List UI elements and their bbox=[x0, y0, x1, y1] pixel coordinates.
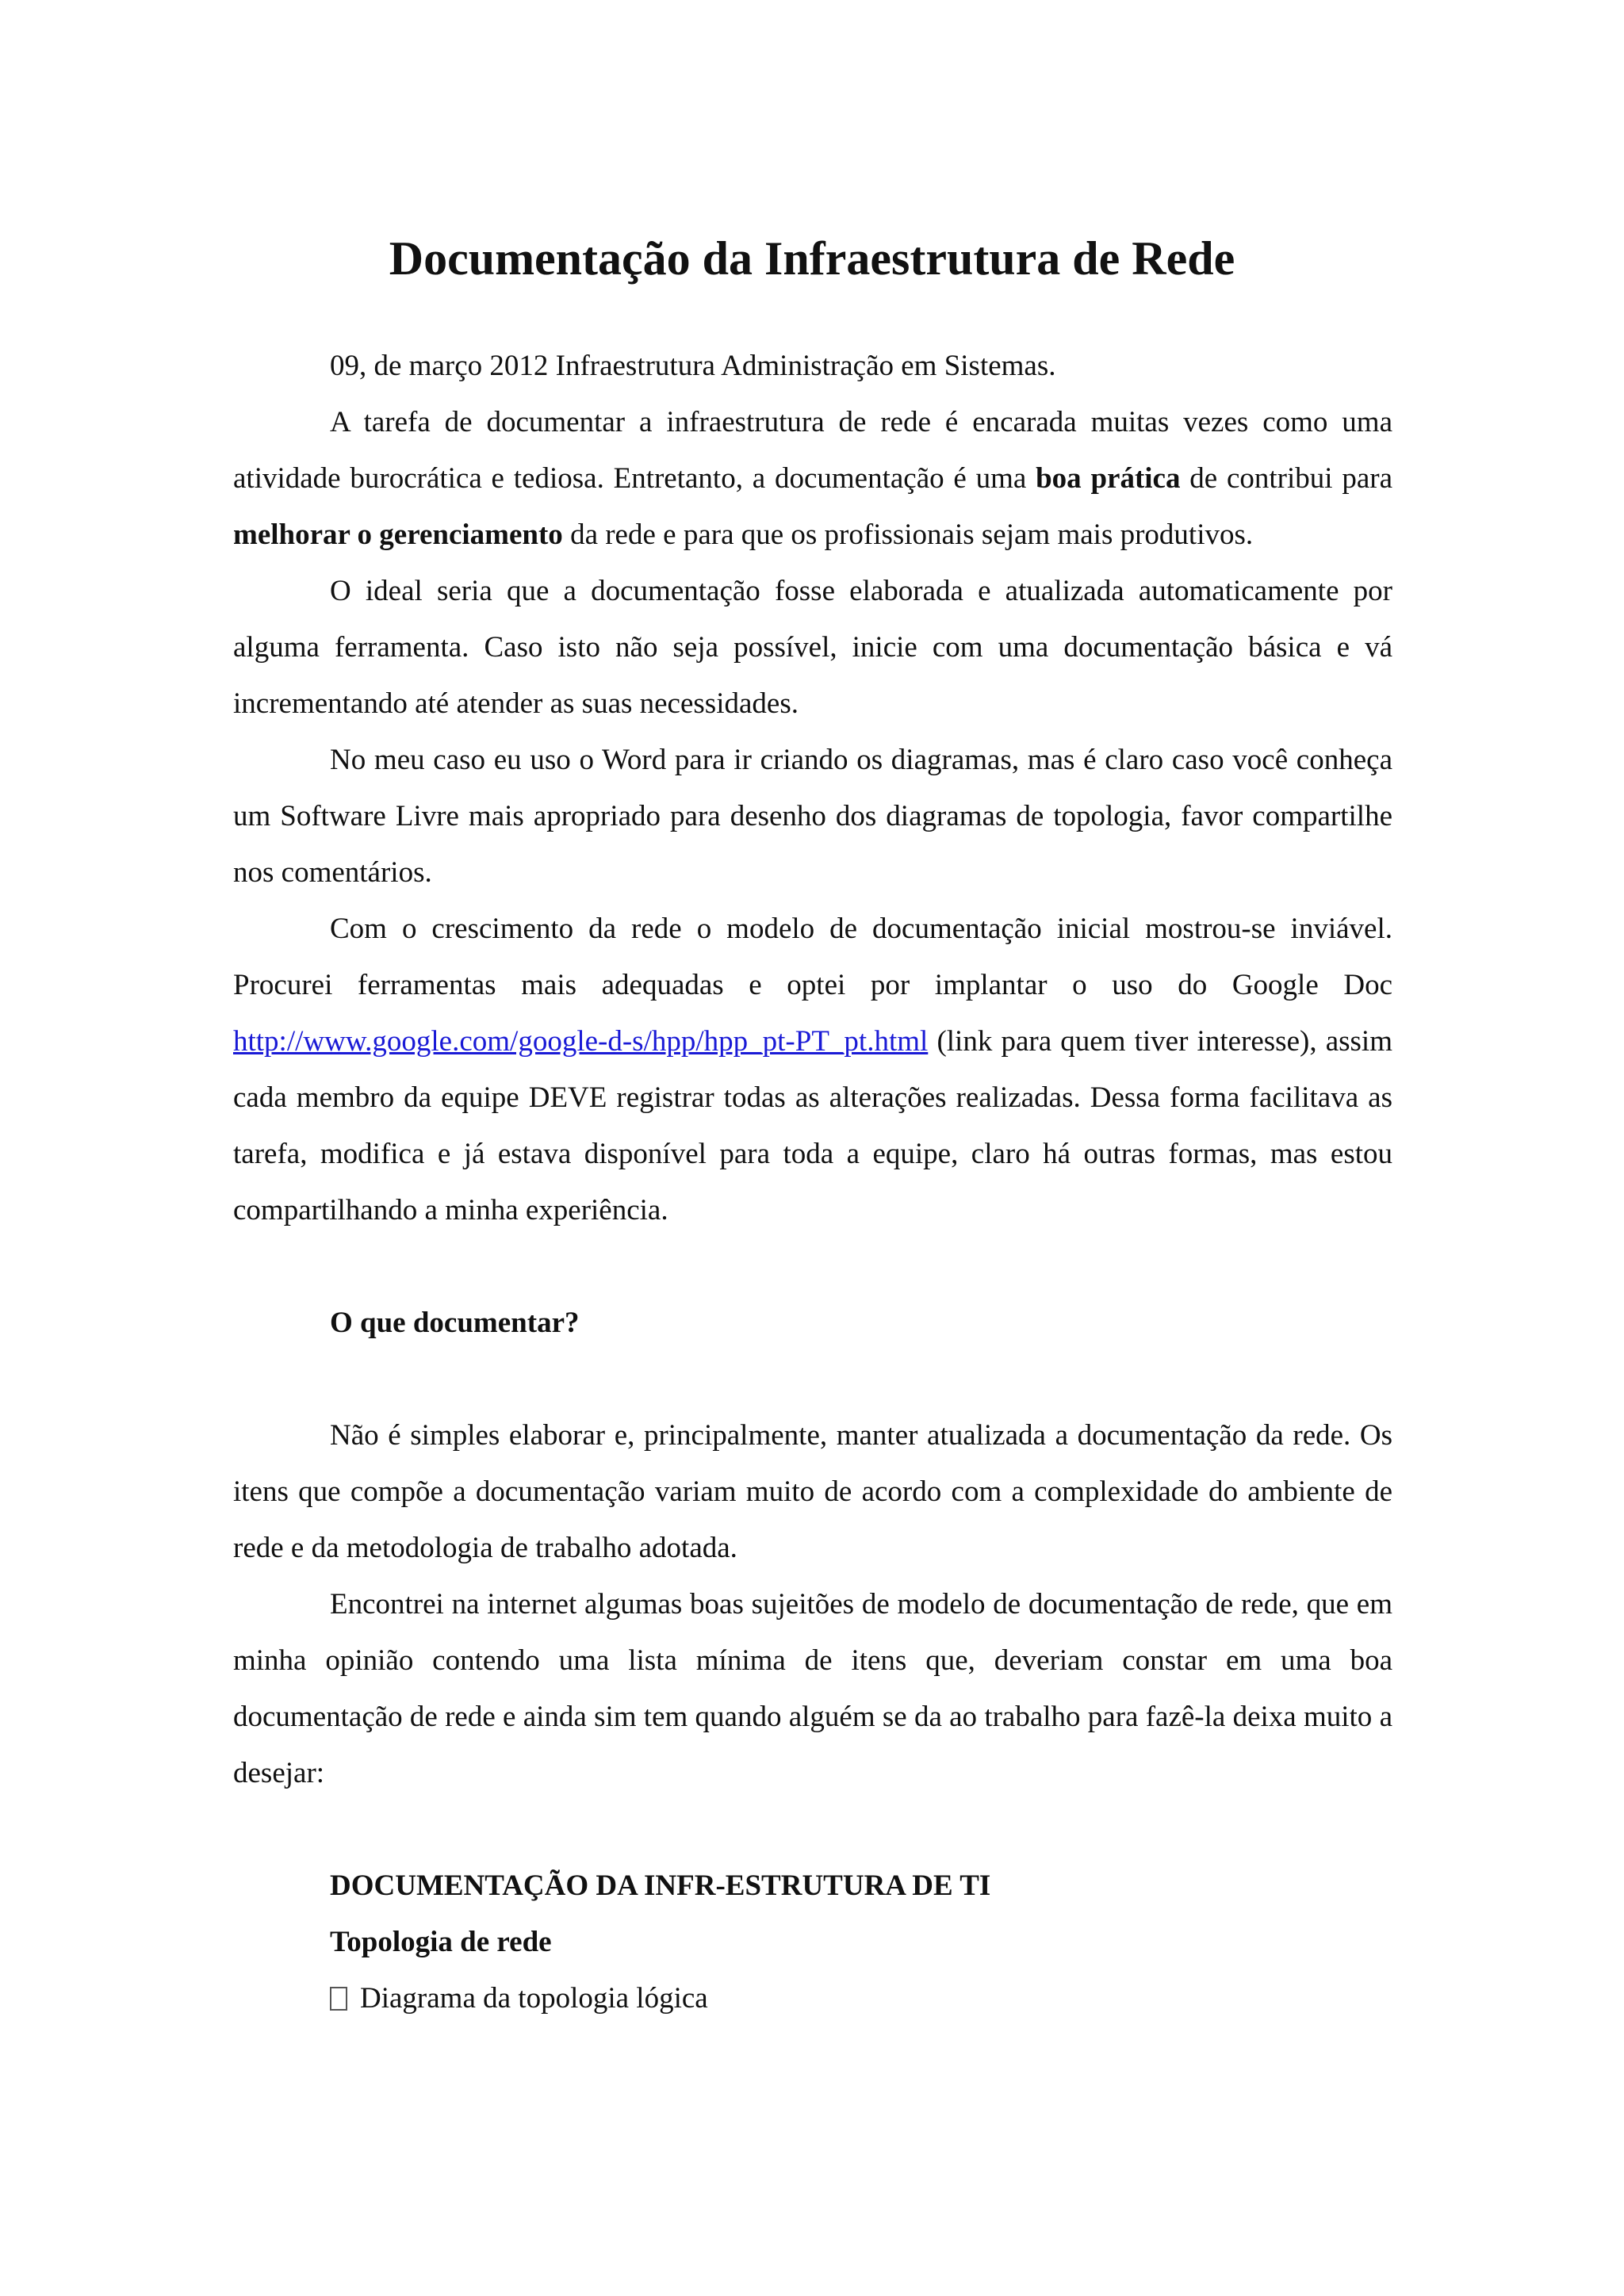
paragraph-2: O ideal seria que a documentação fosse elaborada e atualizada automaticamente por alguma ferramenta. Caso isto não seja possível, inicie com uma documentação básica e vá incrementando até atender as suas necessidades. bbox=[233, 575, 1392, 720]
paragraph-6: Encontrei na internet algumas boas sujeitões de modelo de documentação de rede, que em minha opinião contendo uma lista mínima de itens que, deveriam constar em uma boa documentação de rede e ainda sim tem quando alguém se da ao trabalho para fazê-la deixa muito a desejar: bbox=[233, 1588, 1392, 1789]
paragraph-5: Não é simples elaborar e, principalmente, manter atualizada a documentação da rede. Os itens que compõe a documentação variam muito de acordo com a complexidade do ambiente de rede e da metodologia de trabalho adotada. bbox=[233, 1419, 1392, 1564]
paragraph-1-text-a: A tarefa de documentar a infraestrutura de rede é encarada muitas vezes como uma atividade burocrática e tediosa. Entretanto, a documentação é uma bbox=[233, 406, 1392, 495]
paragraph-1-bold-a: boa prática bbox=[1036, 462, 1181, 495]
paragraph-1-text-b: de contribui para bbox=[1180, 462, 1392, 495]
section-heading-infra-documentation: DOCUMENTAÇÃO DA INFR-ESTRUTURA DE TI bbox=[330, 1869, 991, 1902]
dateline: 09, de março 2012 Infraestrutura Administração em Sistemas. bbox=[330, 350, 1056, 382]
spacer bbox=[233, 1238, 1392, 1295]
paragraph-4-text-b: (link para quem tiver interesse), assim cada membro da equipe DEVE registrar todas as alterações realizadas. Dessa forma facilitava as tarefa, modifica e já estava disponível para toda a equipe, claro há outras formas, mas estou compartilhando a minha experiência. bbox=[233, 1025, 1392, 1226]
paragraph-4-text-a: Com o crescimento da rede o modelo de documentação inicial mostrou-se inviável. Procurei ferramentas mais adequadas e optei por implantar o uso do Google Doc bbox=[233, 913, 1392, 1001]
spacer bbox=[233, 1801, 1392, 1858]
list-item bbox=[233, 1970, 1392, 2026]
document-title: Documentação da Infraestrutura de Rede bbox=[389, 232, 1235, 285]
paragraph-1-bold-b: melhorar o gerenciamento bbox=[233, 519, 563, 551]
checkbox-glyph-icon bbox=[330, 1987, 347, 2011]
section-heading-what-to-document: O que documentar? bbox=[330, 1307, 580, 1339]
paragraph-4 bbox=[233, 901, 1392, 1238]
paragraph-1 bbox=[233, 394, 1392, 563]
spacer bbox=[233, 1351, 1392, 1407]
list-item-text: Diagrama da topologia lógica bbox=[360, 1982, 708, 2015]
document-body bbox=[233, 338, 1392, 2026]
paragraph-1-text-c: da rede e para que os profissionais sejam mais produtivos. bbox=[562, 519, 1254, 551]
paragraph-3: No meu caso eu uso o Word para ir criando os diagramas, mas é claro caso você conheça um Software Livre mais apropriado para desenho dos diagramas de topologia, favor compartilhe nos comentários. bbox=[233, 744, 1392, 889]
subheading-network-topology: Topologia de rede bbox=[330, 1926, 552, 1958]
google-docs-link[interactable]: http://www.google.com/google-d-s/hpp/hpp_pt-PT_pt.html bbox=[233, 1025, 929, 1058]
